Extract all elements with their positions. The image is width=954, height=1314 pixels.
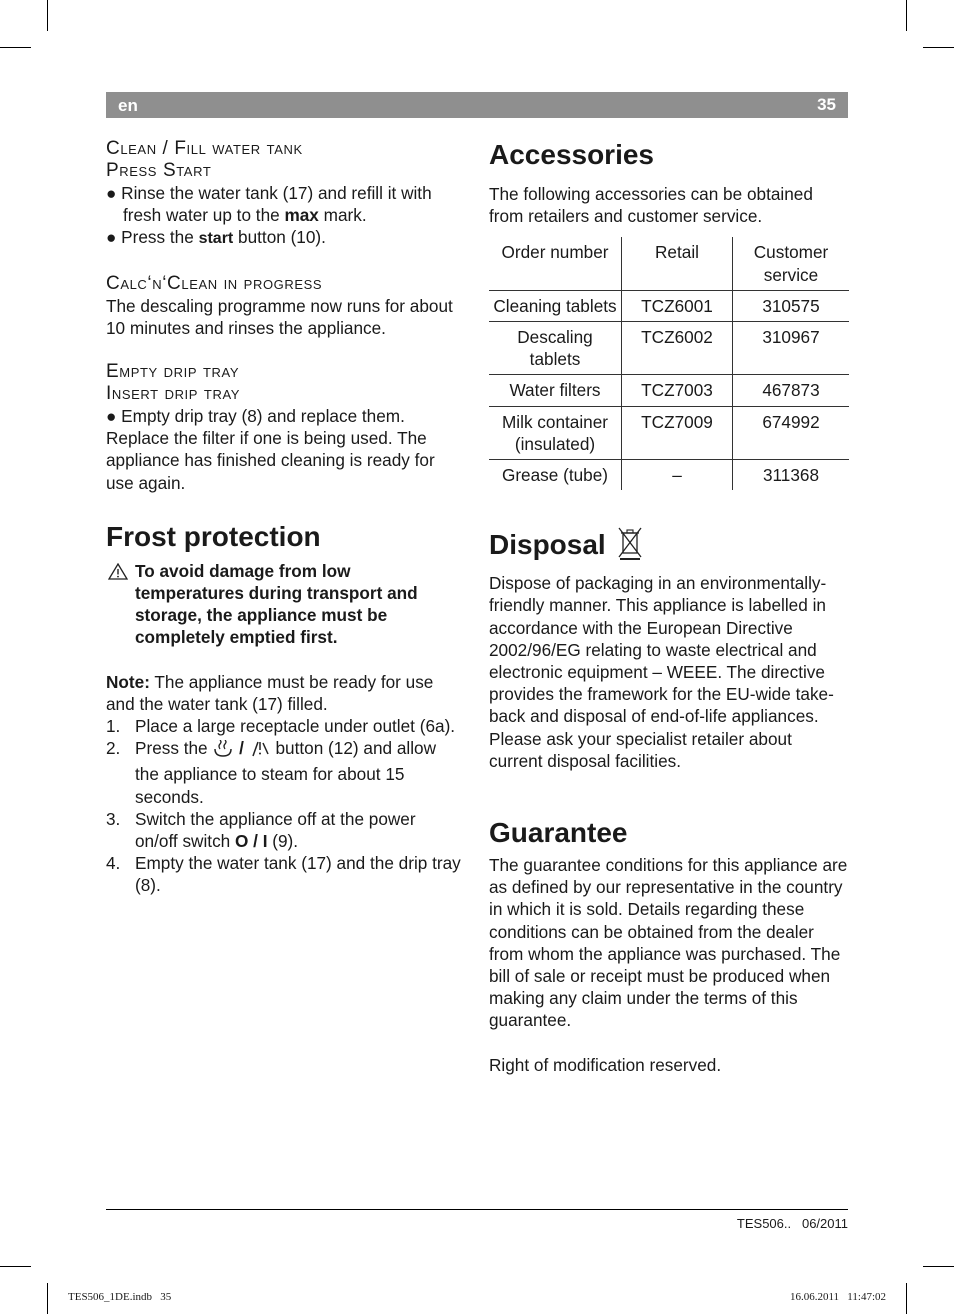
table-cell: Cleaning tablets [489, 290, 622, 321]
progress-text: The descaling programme now runs for about 10 minutes and rinses the appliance. [106, 295, 453, 338]
step-4: 4. Empty the water tank (17) and the drip tray (8). [106, 853, 461, 896]
drip-text-bullet: ● Empty drip tray (8) and replace them. [106, 406, 405, 427]
guarantee-title: Guarantee [489, 817, 628, 849]
frost-protection-title: Frost protection [106, 520, 321, 552]
disposal-title: Disposal [489, 526, 849, 568]
table-cell: Water filters [489, 375, 622, 406]
crop-mark [47, 0, 48, 31]
press-start-heading: Press Start [106, 160, 212, 181]
table-row [489, 406, 849, 459]
crop-mark [923, 47, 954, 48]
table-cell: 310967 [762, 327, 820, 348]
crossed-bin-icon [617, 526, 643, 568]
step-2: 2. Press the / button (12) and allow the appliance to steam for about 15 seconds. [106, 738, 437, 807]
footer-info [737, 1216, 848, 1231]
table-cell: 467873 [762, 380, 820, 401]
crop-mark [0, 47, 31, 48]
empty-drip-heading: Empty drip tray [106, 361, 240, 383]
modification-notice: Right of modification reserved. [489, 1054, 722, 1075]
crop-mark [47, 1283, 48, 1314]
table-header-row [489, 237, 849, 290]
disposal-text: Dispose of packaging in an environmentally-friendly manner. This appliance is labelled in accordance with the European Directive 2002/96/EG relating to waste electrical and electronic equipment – WEEE. The directive provides the framework for the EU-wide take-back and disposal of end-of-life appliances. Please ask your specialist retailer about current disposal facilities. [489, 573, 834, 771]
accessories-table [489, 237, 849, 490]
page-number: 35 [817, 95, 836, 114]
table-cell: Descaling tablets [489, 322, 622, 375]
left-column [106, 138, 462, 897]
table-cell: TCZ7003 [622, 375, 733, 406]
table-cell: TCZ7009 [622, 406, 733, 459]
table-row [489, 375, 849, 406]
footer-rule [106, 1209, 848, 1210]
progress-heading: Calc‘n‘Clean in progress [106, 272, 323, 294]
table-row [489, 290, 849, 321]
page-header [106, 92, 848, 118]
table-cell: TCZ6001 [622, 290, 733, 321]
bullet-rinse: ● Rinse the water tank (17) and refill it with fresh water up to the max mark. [106, 183, 432, 226]
table-row [489, 322, 849, 375]
table-cell: 310575 [762, 295, 820, 316]
right-column [489, 138, 849, 1076]
crop-mark [0, 1266, 31, 1267]
table-cell: 311368 [762, 465, 820, 486]
table-cell: Milk container (insulated) [489, 406, 622, 459]
steps-list [106, 715, 462, 897]
table-row [489, 460, 849, 491]
table-header: Order number [489, 237, 622, 290]
table-header: Customer service [753, 242, 829, 285]
slug-timestamp: 16.06.2011 11:47:02 [789, 1291, 886, 1303]
frost-warning: To avoid damage from low temperatures during transport and storage, the appliance must be completely emptied first. [106, 560, 462, 649]
step-3: 3. Switch the appliance off at the power on/off switch O / I (9). [106, 808, 416, 852]
footer-model: TES506.. [736, 1216, 792, 1231]
table-header: Retail [622, 237, 733, 290]
drip-text: Replace the filter if one is being used. The appliance has finished cleaning is ready for use again. [106, 428, 435, 493]
accessories-intro: The following accessories can be obtained from retailers and customer service. [489, 184, 813, 227]
crop-mark [923, 1266, 954, 1267]
crop-mark [906, 1283, 907, 1314]
step-1: 1. Place a large receptacle under outlet (6a). [106, 716, 456, 737]
language-code: en [118, 96, 138, 115]
warning-triangle-icon [108, 563, 128, 585]
insert-drip-heading: Insert drip tray [106, 383, 241, 405]
slug-file: TES506_1DE.indb 35 [68, 1291, 172, 1303]
table-cell: TCZ6002 [622, 322, 733, 375]
table-cell: Grease (tube) [489, 460, 622, 491]
hot-water-icon [249, 740, 271, 763]
guarantee-text: The guarantee conditions for this appliance are as defined by our representative in the country in which it is sold. Details regarding these conditions can be obtained from the dealer from whom the appliance was purchased. The bill of sale or receipt must be produced when making any claim under the terms of this guarantee. [489, 855, 848, 1031]
table-cell: 674992 [762, 411, 820, 432]
table-cell: – [622, 460, 733, 491]
bullet-press-start: ● Press the start button (10). [106, 227, 326, 248]
footer-date: 06/2011 [801, 1216, 848, 1231]
clean-heading: Clean / Fill water tank [106, 138, 303, 159]
note: Note: The appliance must be ready for use and the water tank (17) filled. [106, 671, 434, 714]
steam-icon [212, 740, 234, 763]
accessories-title: Accessories [489, 139, 655, 170]
crop-mark [906, 0, 907, 31]
